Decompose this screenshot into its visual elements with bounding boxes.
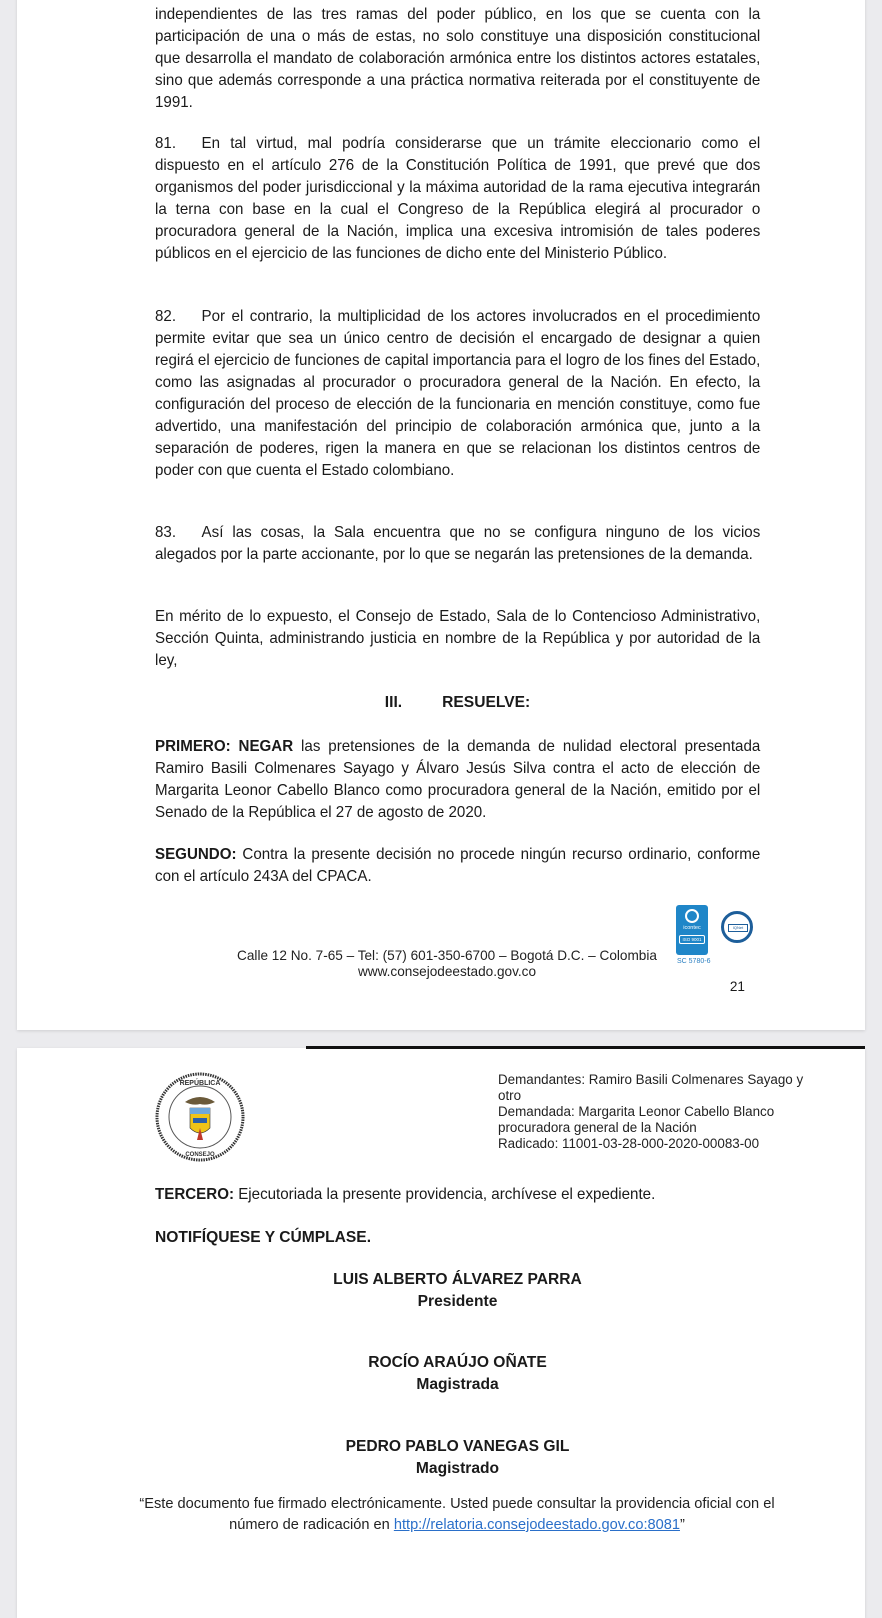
resolution-tercero (155, 1184, 760, 1206)
signatory-role: Magistrado (415, 1460, 500, 1477)
paragraph-83 (155, 522, 760, 566)
resolution-label: TERCERO: (155, 1186, 234, 1203)
resolution-primero (155, 736, 760, 824)
paragraph-text: Así las cosas, la Sala encuentra que no se configura ninguno de los vicios alegados por la parte accionante, por lo que se negarán las pretensiones de la demanda. (155, 524, 761, 563)
signatory (155, 1269, 760, 1313)
section-number: III. (384, 694, 403, 711)
footer-address-line: Calle 12 No. 7-65 – Tel: (57) 601-350-6700 – Bogotá D.C. – Colombia (237, 948, 657, 963)
footer-website: www.consejodeestado.gov.co (357, 964, 537, 979)
header-rule (306, 1046, 865, 1049)
page-number: 21 (729, 979, 745, 994)
signatory (155, 1352, 760, 1396)
note-text: “Este documento fue firmado electrónicamente. Usted puede consultar la providencia oficial con el número de radicación en (139, 1496, 775, 1533)
paragraph-82 (155, 306, 760, 482)
resolution-label: PRIMERO: (155, 738, 231, 755)
paragraph-number: 81. (155, 135, 177, 152)
signatory-role: Magistrada (416, 1376, 499, 1393)
seal-top-text: REPÚBLICA (179, 1080, 221, 1087)
paragraph-continued (155, 4, 760, 114)
signatory-name: LUIS ALBERTO ÁLVAREZ PARRA (333, 1271, 582, 1288)
icontec-ring-icon (685, 909, 699, 923)
signatory-name: ROCÍO ARAÚJO OÑATE (368, 1354, 547, 1371)
resolution-segundo (155, 844, 760, 888)
icontec-label: icontec (683, 925, 701, 931)
note-close-quote: ” (679, 1517, 685, 1533)
paragraph-81 (155, 133, 760, 265)
radicado: Radicado: 11001-03-28-000-2020-00083-00 (498, 1136, 760, 1151)
seal-bottom-text: CONSEJO (185, 1152, 215, 1158)
resolution-text: las pretensiones de la demanda de nulidad electoral presentada Ramiro Basili Colmenares Sayago y Álvaro Jesús Silva contra el acto de elección de Margarita Leonor Cabello Blanco como procuradora general de la Nación, emitido por el Senado de la República el 27 de agosto de 2020. (155, 738, 761, 821)
section-heading (155, 692, 760, 714)
merito-paragraph (155, 606, 760, 672)
iqnet-certification-logo (721, 911, 753, 943)
document-page-21 (17, 0, 865, 1030)
section-title: RESUELVE: (442, 694, 531, 711)
notifiquese: NOTIFÍQUESE Y CÚMPLASE. (155, 1229, 372, 1246)
icontec-certification-logo (676, 905, 708, 955)
resolution-verb: NEGAR (238, 738, 294, 755)
signatory (155, 1436, 760, 1480)
paragraph-text: En tal virtud, mal podría considerarse que un trámite eleccionario como el dispuesto en el artículo 276 de la Constitución Política de 1991, que prevé que dos organismos del poder jurisdiccional y la máxima autoridad de la rama ejecutiva integrarán la terna con base en la cual el Congreso de la República elegirá al procurador o procuradora general de la Nación, implica una excesiva intromisión de tales poderes públicos en el ejercicio de las funciones de dicho ente del Ministerio Público. (155, 135, 761, 262)
signatory-role: Presidente (417, 1293, 498, 1310)
footer-address (217, 948, 677, 980)
demandada: Demandada: Margarita Leonor Cabello Blanco procuradora general de la Nación (498, 1104, 775, 1135)
electronic-signature-note (137, 1494, 777, 1536)
paragraph-number: 82. (155, 308, 177, 325)
relatoria-link[interactable]: http://relatoria.consejodeestado.gov.co:8081 (393, 1517, 680, 1533)
paragraph-number: 83. (155, 524, 177, 541)
resolution-text: Ejecutoriada la presente providencia, archívese el expediente. (238, 1186, 656, 1203)
case-header (498, 1072, 828, 1152)
signatory-name: PEDRO PABLO VANEGAS GIL (345, 1438, 570, 1455)
paragraph-text: independientes de las tres ramas del poder público, en los que se cuenta con la participación de una o más de estas, no solo constituye una disposición constitucional que desarrolla el mandato de colaboración armónica entre los distintos actores estatales, sino que además corresponde a una práctica normativa reiterada por el constituyente de 1991. (155, 6, 761, 111)
paragraph-text: En mérito de lo expuesto, el Consejo de Estado, Sala de lo Contencioso Administrativo, Sección Quinta, administrando justicia en nombre de la República y por autoridad de la ley, (155, 608, 761, 669)
document-page-22 (17, 1048, 865, 1618)
iso-label: ISO 9001 (679, 935, 705, 944)
demandantes: Demandantes: Ramiro Basili Colmenares Sayago y otro (498, 1072, 804, 1103)
iqnet-label: IQNet (728, 924, 748, 932)
resolution-label: SEGUNDO: (155, 846, 237, 863)
consejo-de-estado-seal (155, 1072, 245, 1162)
paragraph-text: Por el contrario, la multiplicidad de los actores involucrados en el procedimiento permite evitar que sea un único centro de decisión el encargado de designar a quien regirá el ejercicio de funciones de capital importancia para el logro de los fines del Estado, como las asignadas al procurador o procuradora general de la Nación. En efecto, la configuración del proceso de elección de la funcionaria en mención constituye, como fue advertido, una manifestación del principio de colaboración armónica que, junto a la separación de poderes, rigen la manera en que se relacionan los distintos centros de poder con que cuenta el Estado colombiano. (155, 308, 761, 479)
resolution-text: Contra la presente decisión no procede ningún recurso ordinario, conforme con el artículo 243A del CPACA. (155, 846, 761, 885)
certificate-code: SC 5780-6 (677, 958, 711, 965)
